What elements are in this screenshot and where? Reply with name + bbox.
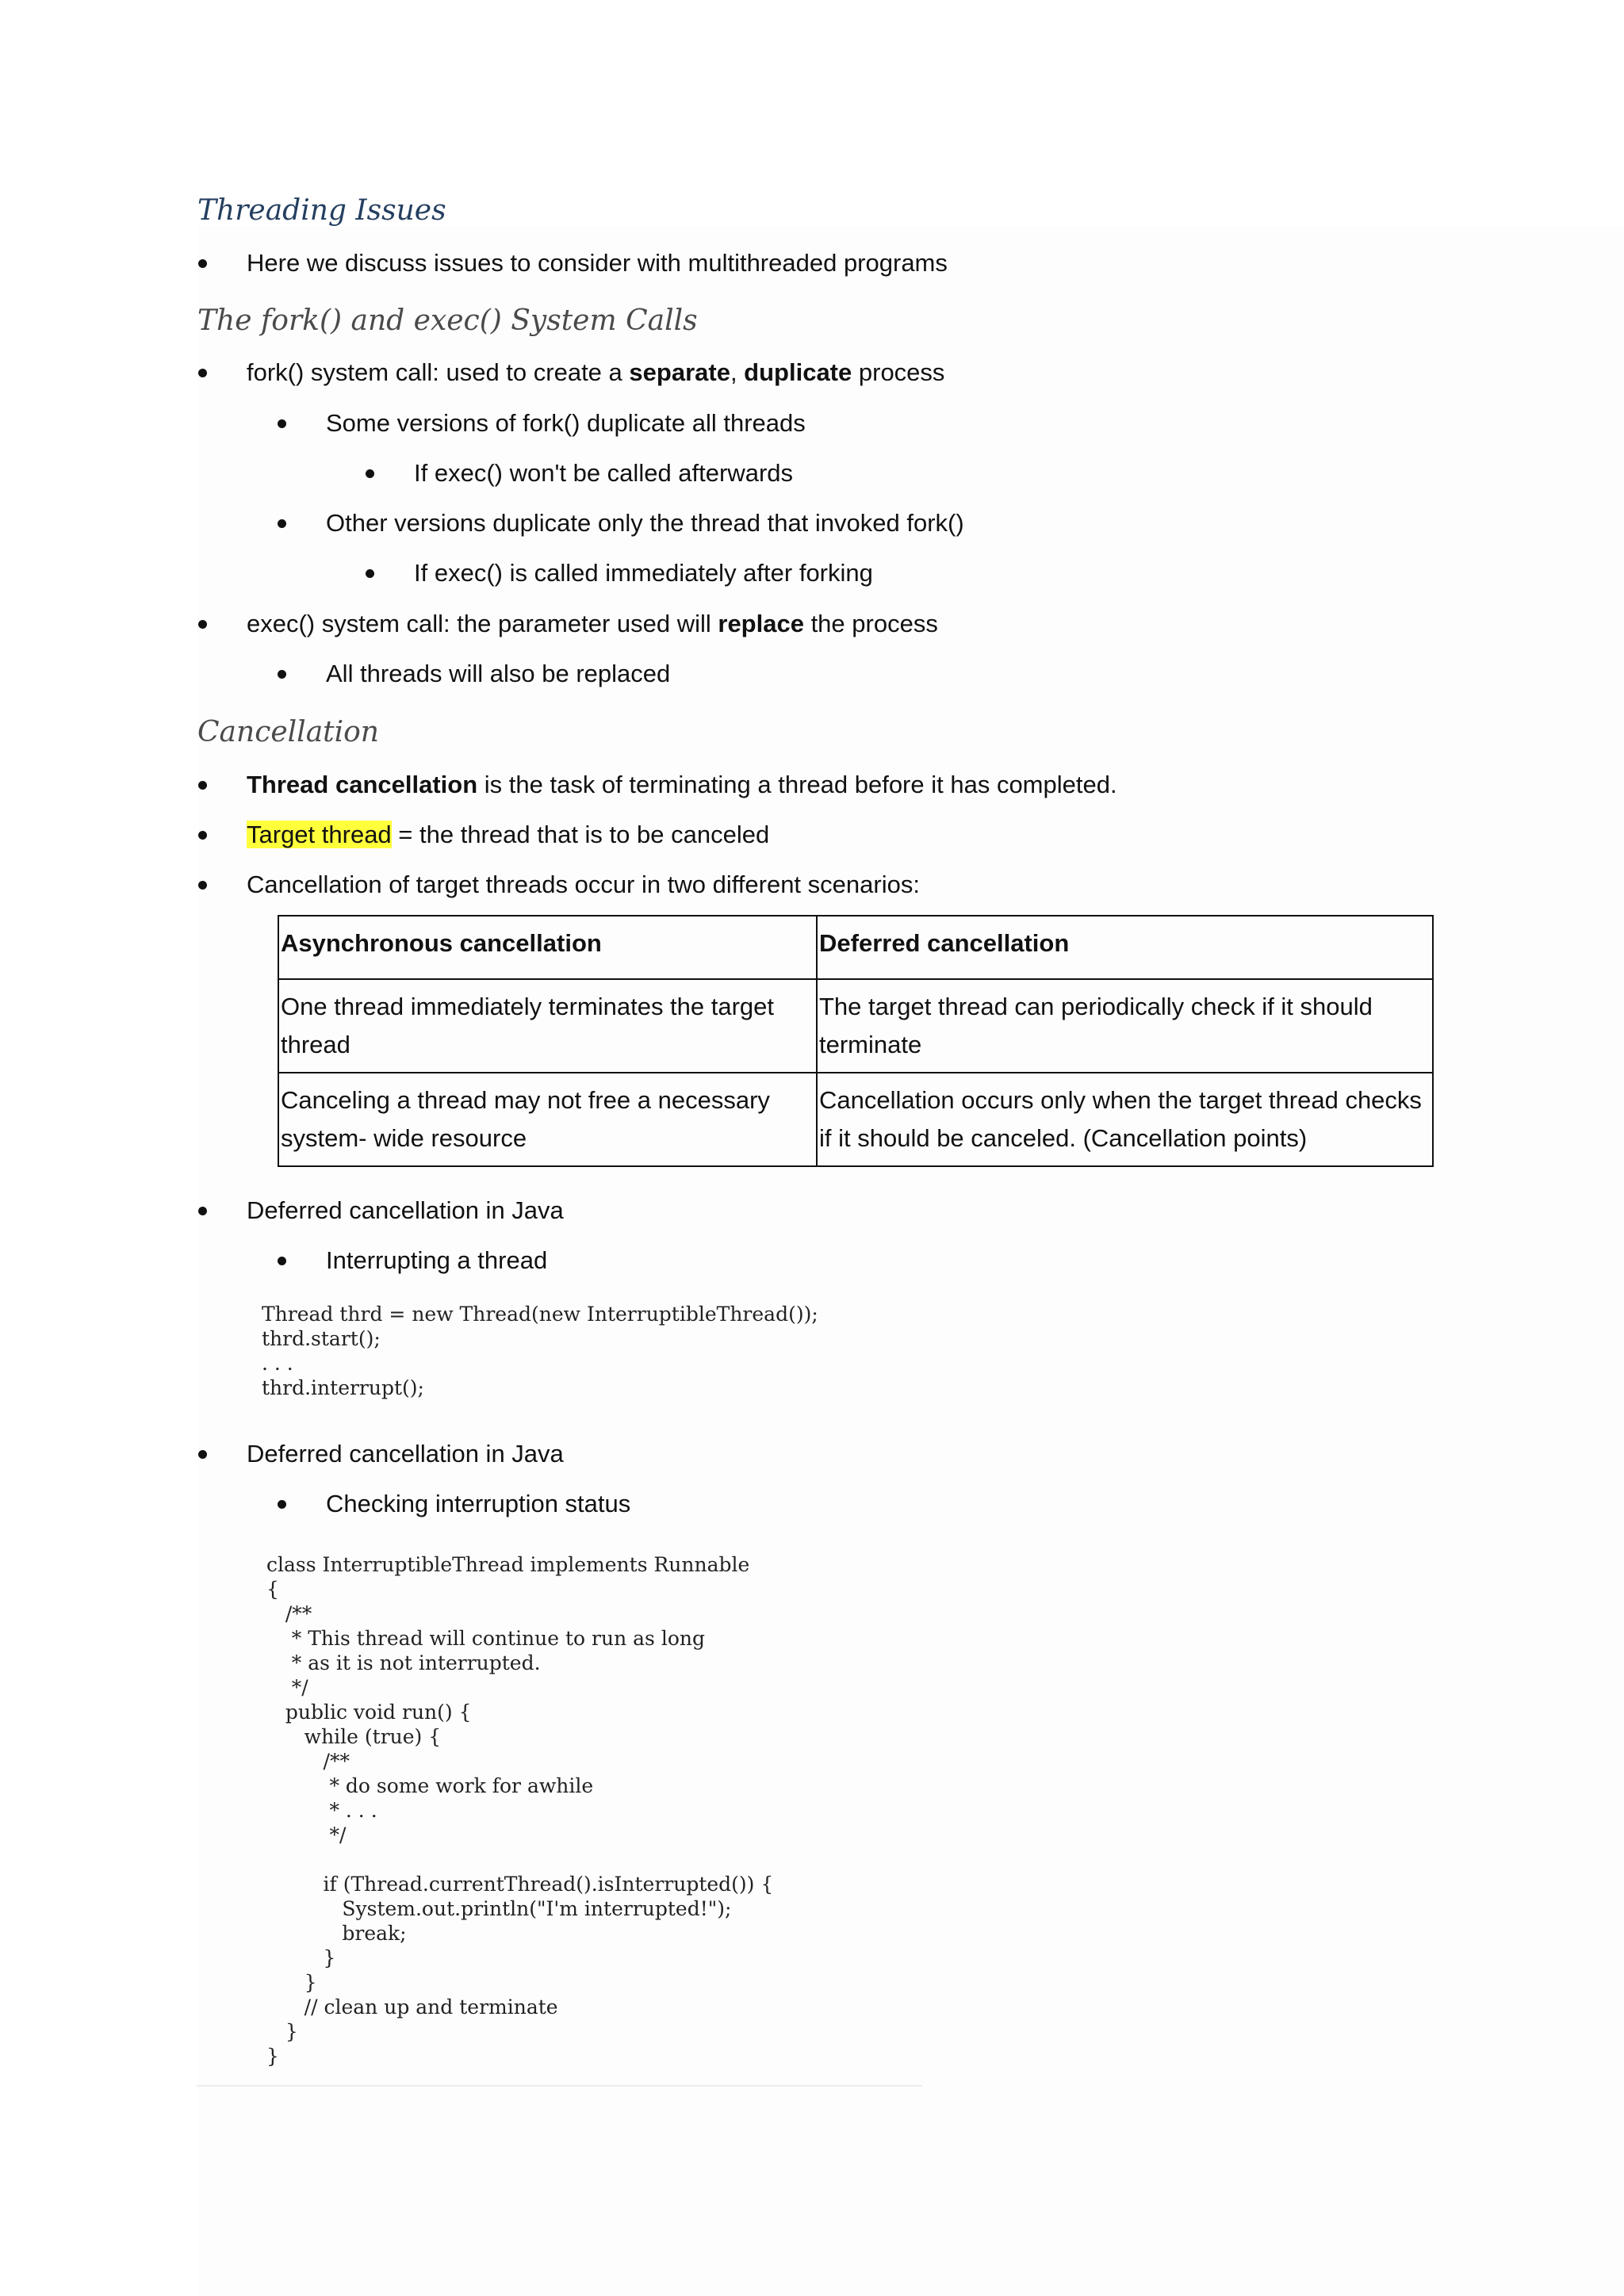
bullet-icon xyxy=(366,569,374,578)
code-snippet-interruptible-thread: class InterruptibleThread implements Runnable { /** * This thread will continue to run as long * as it is not interrupted. */ public void run() { while (true) { /** * do some work for awhile * . . . */ if (Thread.currentThread().isInterrupted()) { System.out.println("I'm interrupted!"); break; } } // clean up and terminate } } xyxy=(266,1553,774,2068)
code-snippet-interrupt: Thread thrd = new Thread(new InterruptibleThread()); thrd.start(); . . . thrd.interrupt(); xyxy=(262,1303,818,1399)
text-deferred-java-2: Deferred cancellation in Java xyxy=(247,1440,564,1468)
text-exec-call: exec() system call: the parameter used will replace the process xyxy=(247,610,938,637)
text-checking-status: Checking interruption status xyxy=(326,1490,631,1517)
table-cell: Canceling a thread may not free a necessary system- wide resource xyxy=(278,1073,817,1166)
bullet-icon xyxy=(198,781,207,790)
table-header-row xyxy=(278,916,1433,979)
bullet-icon xyxy=(198,1450,207,1459)
table-cell: Cancellation occurs only when the target thread checks if it should be canceled. (Cancellation points) xyxy=(817,1073,1433,1166)
text-fork-sub2: Other versions duplicate only the thread that invoked fork() xyxy=(326,509,964,537)
heading-threading-issues: Threading Issues xyxy=(197,194,446,227)
bullet-icon xyxy=(278,519,286,528)
text-thread-cancellation: Thread cancellation is the task of terminating a thread before it has completed. xyxy=(247,771,1117,798)
bullet-icon xyxy=(198,831,207,840)
table-row xyxy=(278,979,1433,1073)
text-fork-sub1a: If exec() won't be called afterwards xyxy=(414,459,794,487)
heading-fork-exec: The fork() and exec() System Calls xyxy=(197,304,698,337)
text-threading-intro: Here we discuss issues to consider with multithreaded programs xyxy=(247,249,948,277)
bullet-icon xyxy=(278,419,286,428)
text-fork-sub2a: If exec() is called immediately after forking xyxy=(414,559,873,587)
table-cell: One thread immediately terminates the target thread xyxy=(278,979,817,1073)
bullet-icon xyxy=(198,881,207,890)
bullet-icon xyxy=(366,469,374,478)
bullet-icon xyxy=(198,259,207,268)
text-scenarios: Cancellation of target threads occur in two different scenarios: xyxy=(247,871,920,898)
text-fork-sub1: Some versions of fork() duplicate all threads xyxy=(326,409,806,437)
table-header-cell: Deferred cancellation xyxy=(817,916,1433,979)
bullet-icon xyxy=(198,369,207,377)
text-target-thread: Target thread = the thread that is to be canceled xyxy=(247,821,770,848)
text-exec-sub: All threads will also be replaced xyxy=(326,660,671,687)
text-deferred-java-1: Deferred cancellation in Java xyxy=(247,1196,564,1224)
bullet-icon xyxy=(278,1257,286,1265)
bullet-icon xyxy=(198,1207,207,1215)
heading-cancellation: Cancellation xyxy=(197,716,379,748)
highlighted-term: Target thread xyxy=(247,821,392,848)
table-header-cell: Asynchronous cancellation xyxy=(278,916,817,979)
cancellation-table xyxy=(278,915,1434,1167)
bullet-icon xyxy=(198,620,207,629)
bullet-icon xyxy=(278,670,286,679)
bullet-icon xyxy=(278,1500,286,1509)
table-row xyxy=(278,1073,1433,1166)
text-interrupting-thread: Interrupting a thread xyxy=(326,1246,548,1274)
text-fork-call: fork() system call: used to create a separate, duplicate process xyxy=(247,358,945,386)
table-cell: The target thread can periodically check if it should terminate xyxy=(817,979,1433,1073)
